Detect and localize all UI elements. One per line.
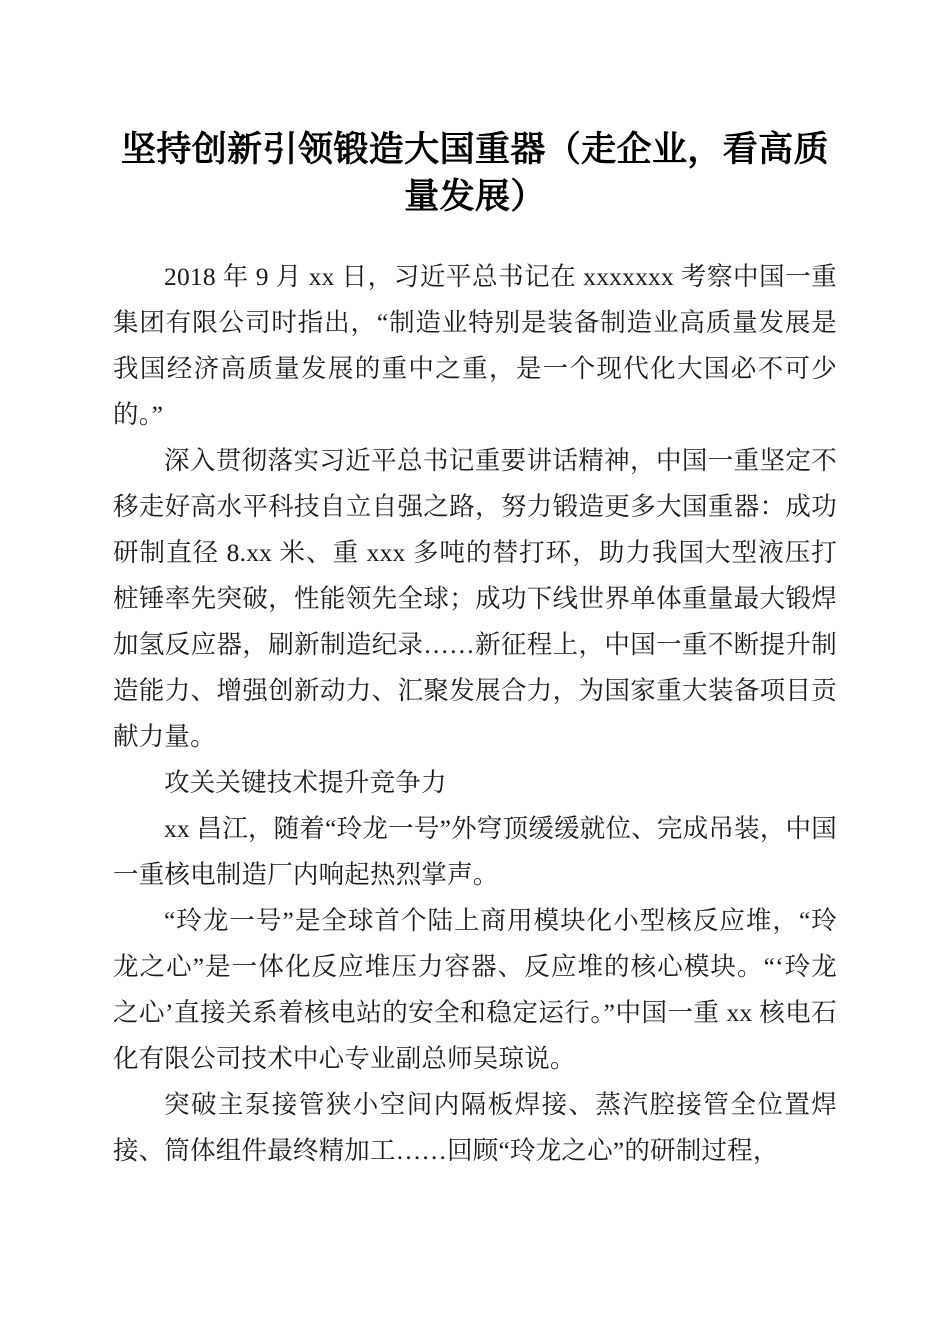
paragraph-1: 2018 年 9 月 xx 日，习近平总书记在 xxxxxxx 考察中国一重集团有限公司时指出，“制造业特别是装备制造业高质量发展是我国经济高质量发展的重中之重，是一个现代化大国必不可少的。” xyxy=(113,262,837,429)
paragraph-4: xx 昌江，随着“玲龙一号”外穹顶缓缓就位、完成吊装，中国一重核电制造厂内响起热烈掌声。 xyxy=(113,814,837,889)
page-title: 坚持创新引领锻造大国重器（走企业，看高质量发展） xyxy=(120,130,829,216)
paragraph-6: 突破主泵接管狭小空间内隔板焊接、蒸汽腔接管全位置焊接、筒体组件最终精加工……回顾“玲龙之心”的研制过程， xyxy=(113,1090,837,1165)
paragraph-5: “玲龙一号”是全球首个陆上商用模块化小型核反应堆，“玲龙之心”是一体化反应堆压力容器、反应堆的核心模块。“‘玲龙之心’直接关系着核电站的安全和稳定运行。”中国一重 xx 核电石化有限公司技术中心专业副总师吴琼说。 xyxy=(113,906,837,1073)
document-body xyxy=(0,220,950,1174)
section-subheading: 攻关关键技术提升竞争力 xyxy=(164,768,447,797)
paragraph-2: 深入贯彻落实习近平总书记重要讲话精神，中国一重坚定不移走好高水平科技自立自强之路，努力锻造更多大国重器：成功研制直径 8.xx 米、重 xxx 多吨的替打环，助力我国大型液压打桩锤率先突破，性能领先全球；成功下线世界单体重量最大锻焊加氢反应器，刷新制造纪录……新征程上，中国一重不断提升制造能力、增强创新动力、汇聚发展合力，为国家重大装备项目贡献力量。 xyxy=(113,446,837,751)
